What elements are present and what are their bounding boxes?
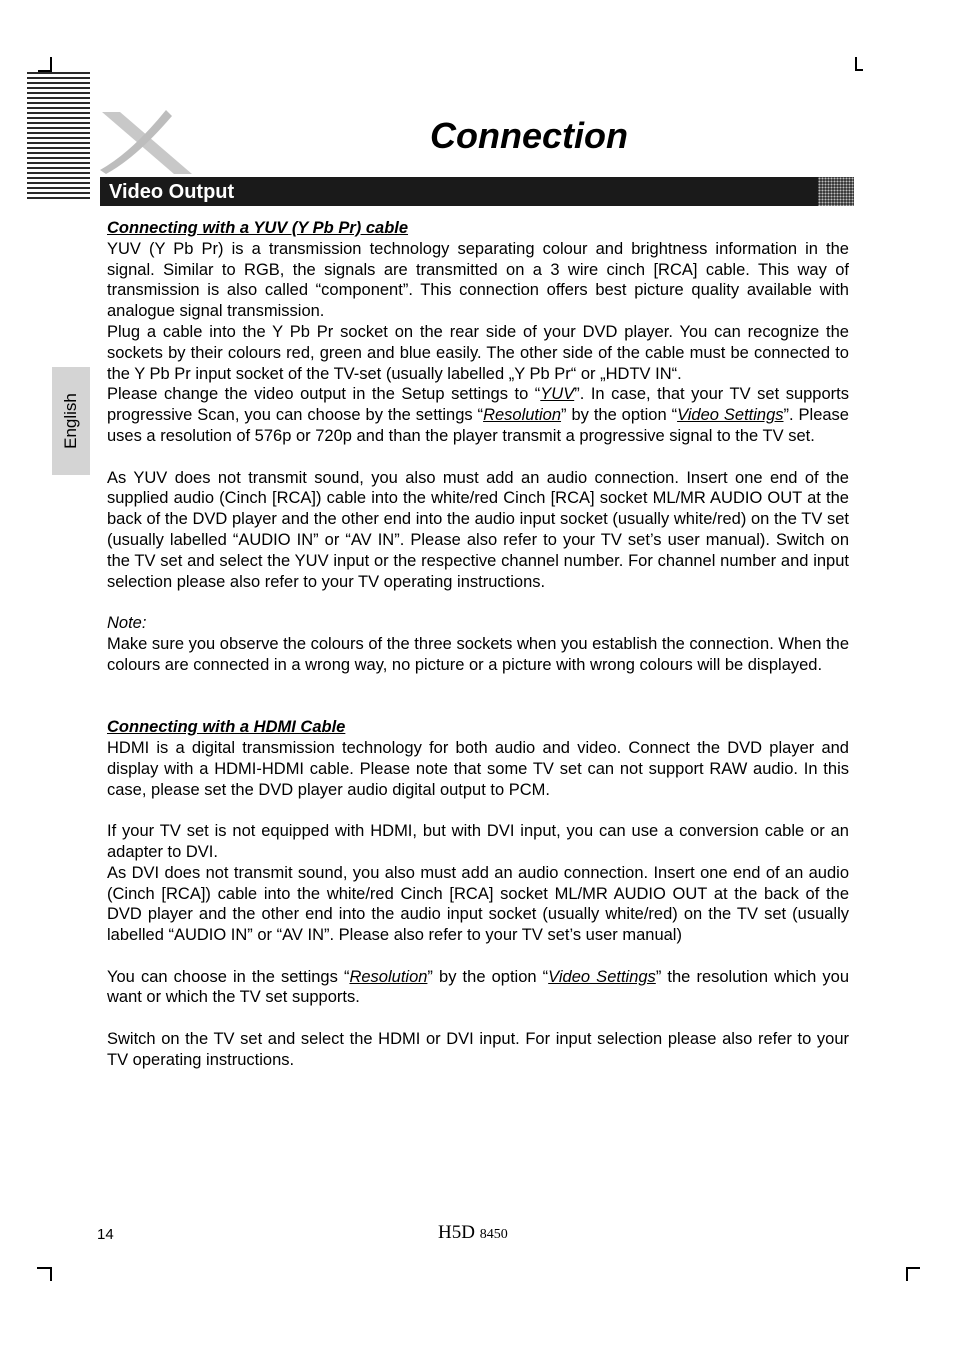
- crop-mark-bottom-left: [37, 1267, 51, 1269]
- language-tab: [52, 367, 90, 475]
- section-title: Video Output: [109, 181, 235, 203]
- paragraph-spacer: [107, 946, 849, 967]
- hdmi-audio-paragraph: As DVI does not transmit sound, you also must add an audio connection. Insert one end of an audio (Cinch [RCA]) cable into the white/red Cinch [RCA] socket ML/MR AUDIO OUT at the back of the DVD player and the other end into the audio input socket (usually white/red) on the TV set (usually labelled “AUDIO IN” or “AV IN”. Please also refer to your TV set’s user manual): [107, 863, 849, 945]
- setting-ref-resolution: Resolution: [483, 406, 562, 425]
- crop-mark-bottom-right: [906, 1267, 920, 1269]
- header-stripes: [27, 72, 90, 200]
- paragraph-spacer: [107, 1008, 849, 1029]
- setting-ref-resolution: Resolution: [349, 967, 428, 986]
- setting-ref-yuv: YUV: [540, 385, 575, 404]
- crop-mark-bottom-right: [906, 1267, 908, 1281]
- text-run: You can choose in the settings “: [107, 967, 350, 986]
- yuv-plug-paragraph: Plug a cable into the Y Pb Pr socket on the rear side of your DVD player. You can recognize the sockets by their colours red, green and blue easily. The other side of the cable must be connected to the Y Pb Pr input socket of the TV-set (usually labelled „Y Pb Pr“ or „HDTV IN“.: [107, 322, 849, 383]
- model-number: 8450: [479, 1227, 508, 1242]
- text-run: Please change the video output in the Setup settings to “: [107, 385, 541, 404]
- hdmi-section-heading: Connecting with a HDMI Cable: [107, 718, 346, 737]
- yuv-section-heading: Connecting with a YUV (Y Pb Pr) cable: [107, 219, 409, 237]
- paragraph-spacer: [107, 592, 849, 613]
- yuv-setup-paragraph: [107, 384, 849, 446]
- text-run: ” by the option “: [427, 967, 549, 986]
- setting-ref-video-settings: Video Settings: [548, 967, 656, 986]
- hdmi-intro-paragraph: HDMI is a digital transmission technology for both audio and video. Connect the DVD player and display with a HDMI-HDMI cable. Please note that some TV set can not support RAW audio. In this case, please set the DVD player audio digital output to PCM.: [107, 738, 849, 799]
- paragraph-spacer: [107, 800, 849, 821]
- model-label: [438, 1222, 508, 1244]
- crop-mark-top-right: [855, 69, 863, 71]
- hdmi-switch-paragraph: Switch on the TV set and select the HDMI or DVI input. For input selection please also refer to your TV operating instructions.: [107, 1030, 849, 1069]
- model-name: H5D: [438, 1222, 475, 1243]
- hdmi-resolution-paragraph: [107, 967, 849, 1009]
- page-title: Connection: [430, 115, 628, 156]
- brand-logo: [96, 108, 196, 178]
- yuv-intro-paragraph: YUV (Y Pb Pr) is a transmission technology separating colour and brightness information in the signal. Similar to RGB, the signals are transmitted on a 3 wire cinch [RCA] cable. This way of transmission is also called “component”. This connection offers best picture quality available with analogue signal transmission.: [107, 239, 849, 321]
- text-run: ”. Please uses a resolution of 576p or 720p and than the player transmit a progressive signal to the TV set.: [107, 406, 849, 445]
- paragraph-spacer: [107, 676, 849, 718]
- language-tab-label: English: [61, 393, 80, 449]
- crop-mark-bottom-left: [50, 1267, 52, 1281]
- text-run: ” by the option “: [561, 406, 678, 425]
- hdmi-dvi-paragraph: If your TV set is not equipped with HDMI, but with DVI input, you can use a conversion cable or an adapter to DVI.: [107, 822, 849, 861]
- section-bar-pattern: [818, 177, 854, 206]
- section-header-bar: [100, 177, 854, 206]
- paragraph-spacer: [107, 447, 849, 468]
- yuv-audio-paragraph: As YUV does not transmit sound, you also must add an audio connection. Insert one end of the supplied audio (Cinch [RCA]) cable into the white/red Cinch [RCA] socket ML/MR AUDIO OUT at the back of the DVD player and the other end into the audio input socket (usually white/red) on the TV set (usually labelled “AUDIO IN” or “AV IN”. Please also refer to your TV set’s user manual). Switch on the TV set and select the YUV input or the respective channel number. For channel number and input selection please also refer to your TV operating instructions.: [107, 468, 849, 591]
- setting-ref-video-settings: Video Settings: [677, 406, 784, 425]
- note-text: Make sure you observe the colours of the three sockets when you establish the connection. When the colours are connected in a wrong way, no picture or a picture with wrong colours will be displayed.: [107, 634, 850, 674]
- note-label: Note:: [107, 614, 147, 633]
- crop-mark-top-left: [50, 57, 52, 71]
- page-number: 14: [97, 1226, 114, 1243]
- text-run: ” the resolution which you want or which the TV set supports.: [107, 967, 850, 1007]
- text-run: ”. In case, that your TV set supports progressive Scan, you can choose by the settings “: [107, 385, 849, 425]
- page-content: [107, 218, 849, 1071]
